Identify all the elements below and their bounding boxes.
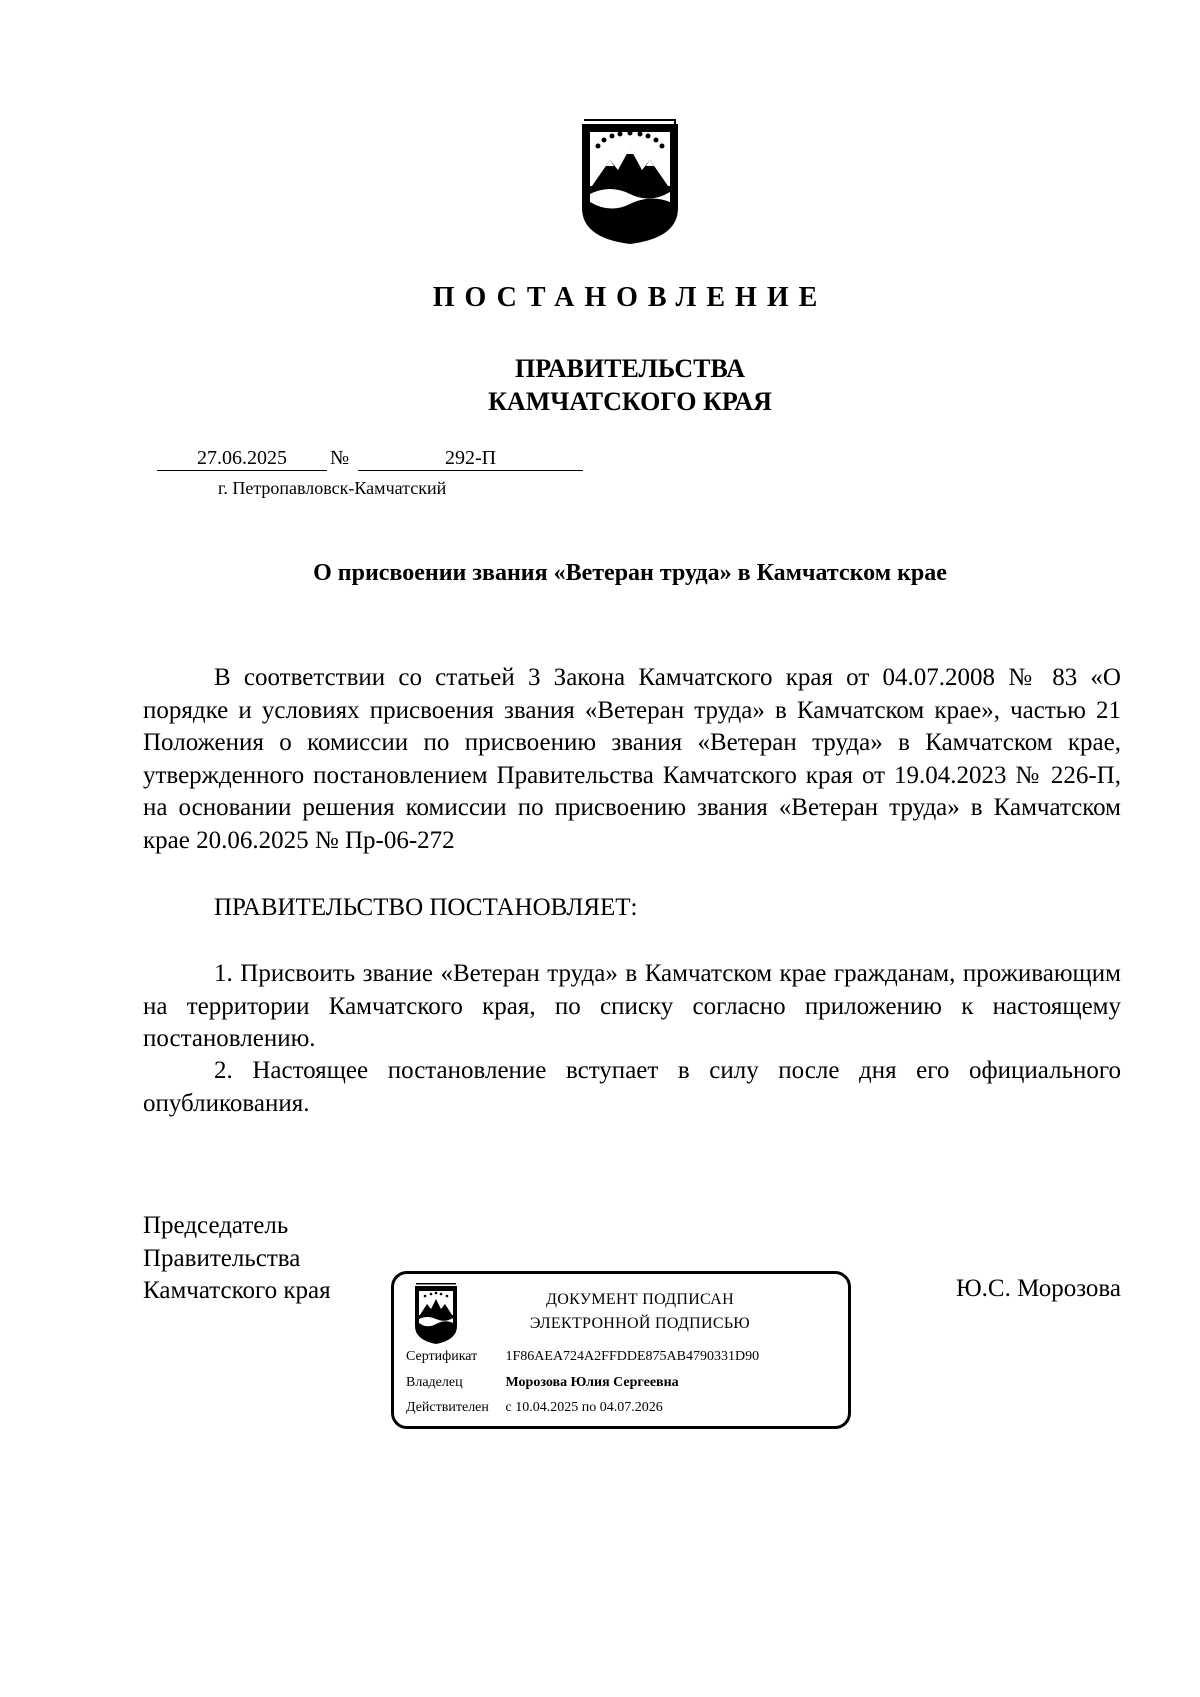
stamp-heading (490, 1288, 790, 1336)
number-sign: № (330, 447, 350, 469)
stamp-owner-row (406, 1375, 679, 1391)
preamble-paragraph: В соответствии со статьей 3 Закона Камчатского края от 04.07.2008 № 83 «О порядке и условиях присвоения звания «Ветеран труда» в Камчатском крае», частью 21 Положения о комиссии по присвоению звания «Ветеран труда» в Камчатском крае, утвержденного постановлением Правительства Камчатского края от 19.04.2023 № 226-П, на основании решения комиссии по присвоению звания «Ветеран труда» в Камчатском крае 20.06.2025 № Пр-06-272 (143, 664, 1121, 854)
signatory-name: Ю.С. Морозова (955, 1275, 1121, 1302)
stamp-owner-label: Владелец (406, 1375, 463, 1390)
electronic-signature-stamp (391, 1271, 851, 1429)
signatory-position-line-1: Председатель (143, 1212, 289, 1239)
authority-line-2: КАМЧАТСКОГО КРАЯ (488, 387, 772, 416)
stamp-coat-of-arms-icon (412, 1282, 460, 1346)
stamp-owner-value: Морозова Юлия Сергеевна (505, 1375, 679, 1390)
stamp-certificate-row (406, 1349, 759, 1365)
item-1-paragraph: 1. Присвоить звание «Ветеран труда» в Камчатском крае гражданам, проживающим на территории Камчатского края, по списку согласно приложению к настоящему постановлению. (143, 960, 1121, 1052)
stamp-heading-line-2: ЭЛЕКТРОННОЙ ПОДПИСЬЮ (529, 1315, 751, 1332)
item-2-paragraph: 2. Настоящее постановление вступает в силу после дня его официального опубликования. (143, 1057, 1121, 1117)
signatory-position (143, 1210, 331, 1308)
kamchatka-coat-of-arms-icon (578, 116, 682, 246)
city: г. Петропавловск-Камчатский (218, 478, 447, 498)
document-title: О присвоении звания «Ветеран труда» в Камчатском крае (313, 560, 947, 586)
signatory-position-line-2: Правительства (143, 1244, 301, 1272)
stamp-validity-value: с 10.04.2025 по 04.07.2026 (505, 1400, 663, 1415)
document-type: ПОСТАНОВЛЕНИЕ (432, 282, 828, 313)
document-number: 292-П (358, 446, 583, 471)
stamp-heading-line-1: ДОКУМЕНТ ПОДПИСАН (546, 1291, 734, 1308)
signatory-position-line-3: Камчатского края (143, 1277, 331, 1304)
issuing-authority (0, 352, 1200, 418)
resolves-heading: ПРАВИТЕЛЬСТВО ПОСТАНОВЛЯЕТ: (214, 894, 638, 921)
authority-line-1: ПРАВИТЕЛЬСТВА (515, 354, 745, 383)
document-date: 27.06.2025 (157, 446, 327, 471)
stamp-certificate-value: 1F86AEA724A2FFDDE875AB4790331D90 (505, 1349, 760, 1364)
stamp-validity-label: Действителен (406, 1400, 489, 1415)
stamp-validity-row (406, 1400, 663, 1416)
stamp-certificate-label: Сертификат (406, 1349, 478, 1364)
